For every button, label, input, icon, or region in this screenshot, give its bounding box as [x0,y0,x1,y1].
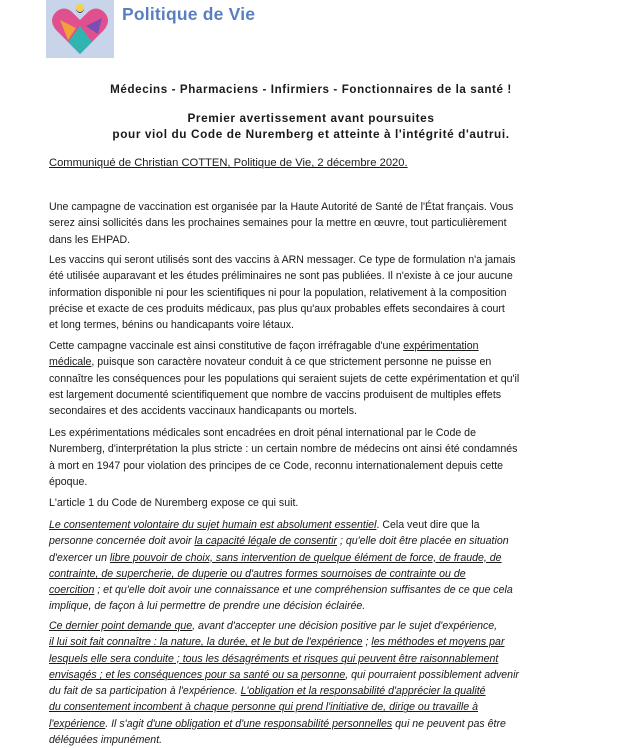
paragraph-6 [49,517,585,615]
text-line: du consentement incombent à chaque personne qui prend l'initiative de, dirige ou travaille à [49,701,478,714]
logo [46,0,114,58]
emphasis-underline-italic: ; tous les désagréments et risques qui peuvent être raisonnablement [173,652,499,665]
warning-title-line-2: pour viol du Code de Nuremberg et atteinte à l'intégrité d'autrui. [112,127,510,141]
emphasis-underline-italic: lesquels elle sera conduite [49,652,174,665]
text-run: , qui pourraient possiblement advenir [345,668,519,681]
text-line: précise et exacte de ces produits médicaux, pas plus qu'aux probables effets secondaires à court [49,302,505,315]
text-run: Cette campagne vaccinale est ainsi constitutive de façon irréfragable d'une [49,340,404,352]
emphasis-underline-italic: l'expérience [49,717,106,730]
emphasis-underline: expérimentation [403,340,479,352]
text-run: , avant d'accepter une décision positive par le sujet d'expérience, [192,620,498,632]
text-line [49,618,585,634]
paragraph-5 [49,495,585,511]
text-line: serez ainsi sollicités dans les prochaines semaines pour la mettre en œuvre, tout particulièrement [49,217,507,230]
emphasis-underline-italic: il lui soit fait connaître : la nature, la durée, et le but de l'expérience [49,636,363,649]
emphasis-underline-italic: les méthodes et moyens par [371,636,505,649]
text-run: d'exercer un [49,551,110,564]
text-run: , puisque son caractère novateur conduit à ce que strictement personne ne puisse en [91,356,492,369]
text-line: époque. [49,475,88,488]
emphasis-underline-italic: libre pouvoir de choix, sans intervention de quelque élément de force, de fraude, de [109,551,502,564]
text-run: . Cela veut dire que la [376,519,480,531]
text-line [49,533,585,549]
paragraph-3 [49,338,585,419]
text-line: Une campagne de vaccination est organisée par la Haute Autorité de Santé de l'État français. Vous [49,201,514,213]
communique-line: Communiqué de Christian COTTEN, Politique de Vie, 2 décembre 2020. [49,157,408,169]
text-run: ; et qu'elle doit avoir une connaissance et une compréhension suffisantes de ce que cela [94,584,513,597]
text-line: déléguées impunément. [49,734,163,747]
text-run: ; qu'elle doit être placée en situation [337,535,509,548]
text-line [49,517,585,533]
paragraph-2 [49,252,585,333]
text-run: personne concernée doit avoir [49,535,195,548]
warning-title [0,110,622,142]
text-line [49,354,585,370]
emphasis-underline-italic: coercition [49,584,95,597]
text-line [49,716,585,732]
text-line: été utilisée auparavant et les études préliminaires ne sont pas publiées. Il n'existe à ce jour aucune [49,270,513,283]
text-line: Les vaccins qui seront utilisés sont des vaccins à ARN messager. Ce type de formulation n'a jamais [49,254,516,266]
emphasis-underline-italic: L'obligation et la responsabilité d'apprécier la qualité [240,685,486,698]
text-line: information disponible ni pour les scientifiques ni pour la population, relativement à la composition [49,286,507,299]
emphasis-underline-italic: la capacité légale de consentir [194,535,337,548]
paragraph-4 [49,425,585,490]
text-line: à mort en 1947 pour violation des principes de ce Code, reconnu internationalement depuis cette [49,459,504,472]
text-run: ; [362,636,372,649]
logo-text: Politique de Vie [122,4,256,24]
text-run: . Il s'agit [105,717,147,730]
text-line [49,582,585,598]
emphasis-underline-italic: envisagés ; et les conséquences pour sa santé ou sa personne [49,668,346,681]
text-line: secondaires et des accidents vaccinaux handicapants ou mortels. [49,405,357,418]
emphasis-underline-italic: d'une obligation et d'une responsabilité personnelles [146,717,393,730]
text-line: contrainte, de supercherie, de duperie ou d'autres formes sournoises de contrainte ou de [49,567,466,580]
text-line [49,683,585,699]
text-line [49,550,585,566]
text-line: implique, de façon à lui permettre de prendre une décision éclairée. [49,600,366,613]
text-run: qui ne peuvent pas être [392,717,506,730]
warning-title-line-1: Premier avertissement avant poursuites [187,111,435,125]
text-line [49,651,585,667]
text-line: dans les EHPAD. [49,233,131,246]
paragraph-7 [49,618,585,748]
audience-title: Médecins - Pharmaciens - Infirmiers - Fonctionnaires de la santé ! [110,83,512,96]
text-run: du fait de sa participation à l'expérience. [49,685,241,698]
text-line: Nuremberg, d'interprétation la plus stricte : un certain nombre de médecins ont ainsi été condamnés [49,443,518,456]
paragraph-1 [49,199,585,248]
emphasis-underline: médicale [49,356,92,369]
text-line [49,634,585,650]
emphasis-underline-italic: Le consentement volontaire du sujet humain est absolument essentiel [49,519,377,531]
text-line: Les expérimentations médicales sont encadrées en droit pénal international par le Code de [49,427,476,439]
text-line [49,338,585,354]
text-line: et long termes, bénins ou handicapants voire létaux. [49,319,294,332]
text-line: est largement documenté scientifiquement que nombre de vaccins produisent de multiples effets [49,388,502,401]
emphasis-underline-italic: Ce dernier point demande que [49,620,193,632]
text-line [49,667,585,683]
text-line: L'article 1 du Code de Nuremberg expose ce qui suit. [49,497,299,509]
logo-heart-icon [46,0,114,58]
text-line: connaître les conséquences pour les populations qui seraient sujets de cette expérimentation et qu'il [49,372,520,385]
